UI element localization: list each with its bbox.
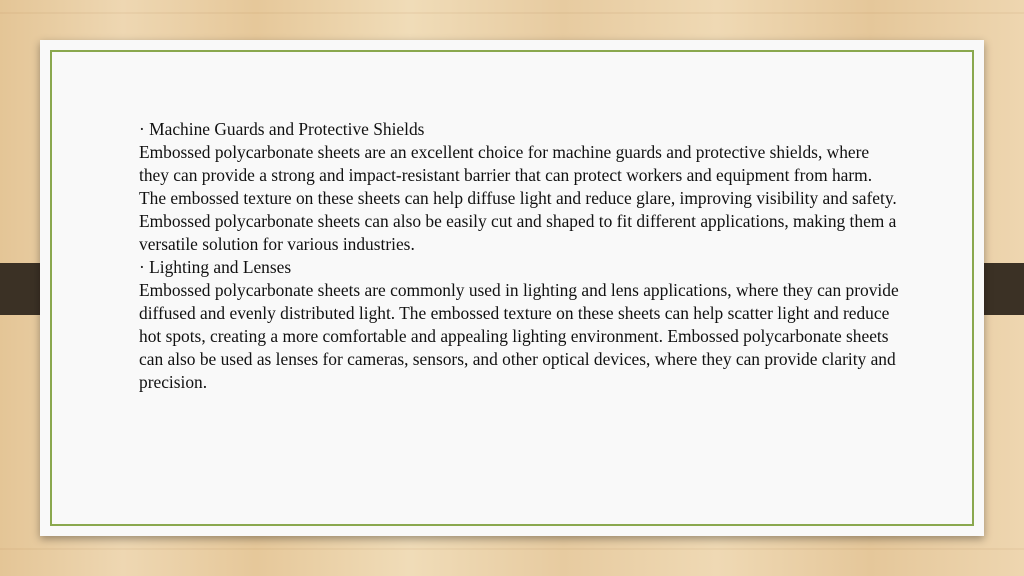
slide-text-body	[139, 118, 899, 394]
section-body-lighting-lenses: Embossed polycarbonate sheets are commonly used in lighting and lens applications, where they can provide diffused and evenly distributed light. The embossed texture on these sheets can help scatter light and reduce hot spots, creating a more comfortable and appealing lighting environment. Embossed polycarbonate sheets can also be used as lenses for cameras, sensors, and other optical devices, where they can provide clarity and precision.	[139, 280, 899, 392]
section-body-machine-guards: Embossed polycarbonate sheets are an excellent choice for machine guards and protective shields, where they can provide a strong and impact-resistant barrier that can protect workers and equipment from harm. The embossed texture on these sheets can help diffuse light and reduce glare, improving visibility and safety. Embossed polycarbonate sheets can also be easily cut and shaped to fit different applications, making them a versatile solution for various industries.	[139, 142, 897, 254]
section-heading-lighting-lenses: · Lighting and Lenses	[139, 257, 292, 277]
section-heading-machine-guards: · Machine Guards and Protective Shields	[139, 119, 425, 139]
